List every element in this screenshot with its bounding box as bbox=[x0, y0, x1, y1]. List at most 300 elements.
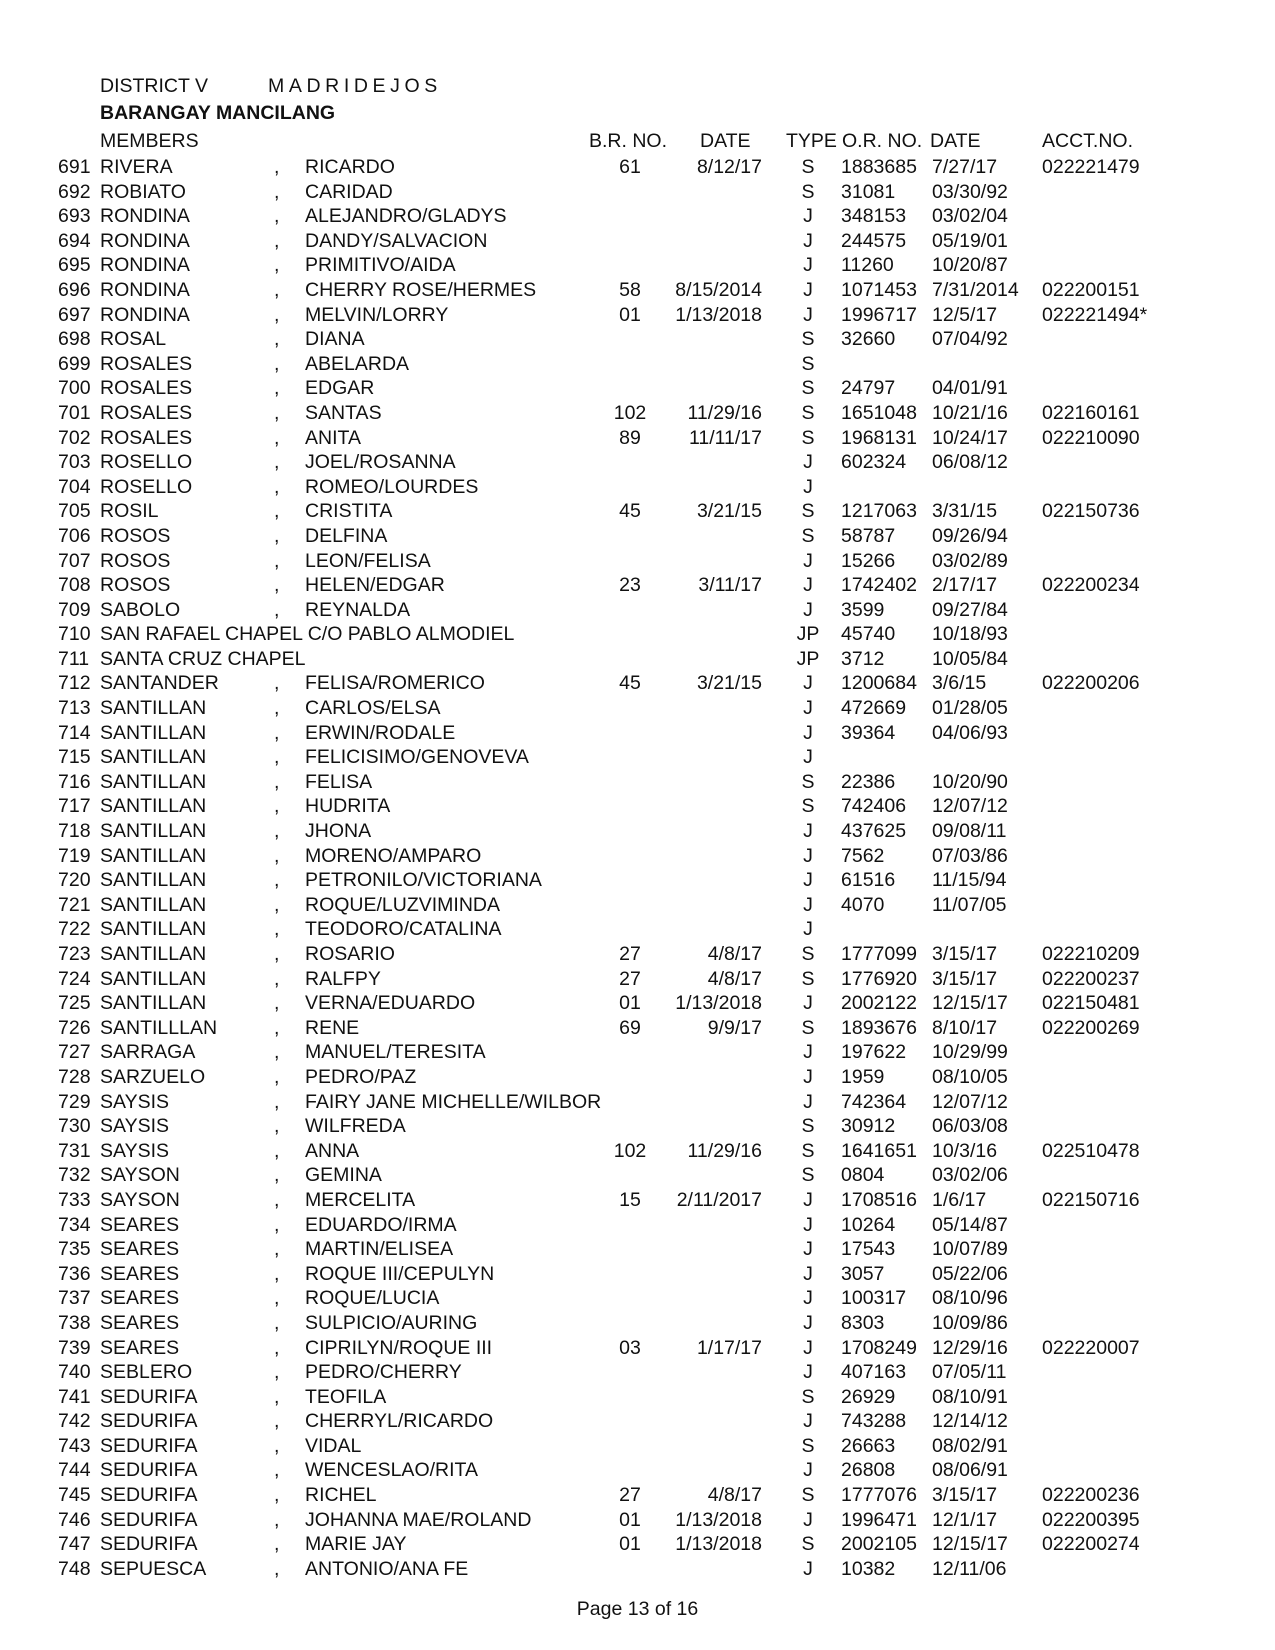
or-date: 10/20/90 bbox=[932, 770, 1008, 793]
membership-type: J bbox=[803, 1361, 813, 1384]
br-number: 45 bbox=[619, 672, 641, 695]
name-separator: , bbox=[274, 156, 280, 178]
membership-type: J bbox=[803, 1065, 813, 1088]
member-first-name: MELVIN/LORRY bbox=[305, 303, 449, 326]
member-last-name: SAN RAFAEL CHAPEL C/O PABLO ALMODIEL bbox=[100, 623, 515, 646]
member-last-name: SANTILLLAN bbox=[100, 1016, 218, 1039]
br-date: 1/17/17 bbox=[696, 1336, 762, 1359]
member-last-name: SANTILLAN bbox=[100, 893, 207, 916]
membership-type: J bbox=[803, 1213, 813, 1236]
or-number: 472669 bbox=[841, 697, 907, 720]
or-number: 1742402 bbox=[841, 574, 917, 597]
member-first-name: SULPICIO/AURING bbox=[305, 1311, 478, 1334]
or-number: 1893676 bbox=[841, 1016, 917, 1039]
or-date: 08/10/05 bbox=[932, 1065, 1008, 1088]
name-separator: , bbox=[274, 869, 280, 892]
table-row bbox=[0, 721, 1275, 746]
member-number: 738 bbox=[58, 1311, 91, 1334]
name-separator: , bbox=[274, 1533, 280, 1556]
member-number: 711 bbox=[58, 647, 90, 670]
table-row bbox=[0, 967, 1275, 992]
table-row bbox=[0, 647, 1275, 672]
name-separator: , bbox=[274, 1238, 280, 1261]
member-last-name: RONDINA bbox=[100, 205, 190, 228]
account-number: 022150481 bbox=[1042, 992, 1140, 1015]
account-number: 022200237 bbox=[1042, 967, 1140, 990]
member-first-name: ALEJANDRO/GLADYS bbox=[305, 205, 507, 228]
or-date: 3/15/17 bbox=[932, 1484, 998, 1507]
table-row bbox=[0, 1311, 1275, 1336]
br-number: 102 bbox=[613, 1139, 647, 1162]
table-row bbox=[0, 499, 1275, 524]
membership-type: S bbox=[801, 377, 815, 400]
name-separator: , bbox=[274, 328, 280, 351]
member-first-name: HUDRITA bbox=[305, 795, 391, 818]
or-date: 09/26/94 bbox=[932, 524, 1008, 547]
member-number: 699 bbox=[58, 352, 91, 375]
br-number: 102 bbox=[613, 401, 647, 424]
name-separator: , bbox=[274, 205, 280, 228]
br-number: 45 bbox=[619, 500, 641, 523]
table-row bbox=[0, 1409, 1275, 1434]
member-number: 715 bbox=[58, 746, 91, 769]
or-number: 2002122 bbox=[841, 992, 917, 1015]
member-first-name: EDUARDO/IRMA bbox=[305, 1213, 457, 1236]
or-date: 12/1/17 bbox=[932, 1508, 998, 1531]
name-separator: , bbox=[274, 1361, 280, 1384]
table-row bbox=[0, 598, 1275, 623]
member-first-name: PEDRO/PAZ bbox=[305, 1065, 417, 1088]
or-number: 1217063 bbox=[841, 500, 917, 523]
member-first-name: FAIRY JANE MICHELLE/WILBOR bbox=[305, 1090, 602, 1113]
member-first-name: DELFINA bbox=[305, 524, 388, 547]
table-row bbox=[0, 1360, 1275, 1385]
or-number: 1883685 bbox=[841, 156, 917, 178]
member-first-name: ROMEO/LOURDES bbox=[305, 475, 479, 498]
name-separator: , bbox=[274, 1287, 280, 1310]
member-number: 700 bbox=[58, 377, 91, 400]
member-first-name: MARTIN/ELISEA bbox=[305, 1238, 454, 1261]
or-number: 1968131 bbox=[841, 426, 917, 449]
account-number: 022220007 bbox=[1042, 1336, 1140, 1359]
name-separator: , bbox=[274, 574, 280, 597]
member-last-name: SARRAGA bbox=[100, 1041, 196, 1064]
member-last-name: ROSOS bbox=[100, 574, 171, 597]
table-row bbox=[0, 942, 1275, 967]
member-number: 709 bbox=[58, 598, 91, 621]
member-first-name: EDGAR bbox=[305, 377, 375, 400]
br-date: 3/11/17 bbox=[698, 574, 762, 597]
membership-type: JP bbox=[796, 623, 820, 646]
member-number: 740 bbox=[58, 1361, 91, 1384]
name-separator: , bbox=[274, 1016, 280, 1039]
br-date: 2/11/2017 bbox=[676, 1188, 762, 1211]
member-number: 716 bbox=[58, 770, 91, 793]
br-number: 01 bbox=[619, 303, 641, 326]
or-number: 1777099 bbox=[841, 943, 917, 965]
member-last-name: SANTILLAN bbox=[100, 795, 207, 818]
table-row bbox=[0, 1286, 1275, 1311]
or-number: 58787 bbox=[841, 524, 896, 547]
br-number: 15 bbox=[619, 1188, 641, 1211]
table-row bbox=[0, 893, 1275, 918]
membership-type: S bbox=[801, 967, 815, 990]
member-last-name: SANTILLAN bbox=[100, 746, 207, 769]
membership-type: S bbox=[801, 328, 815, 351]
br-number: 01 bbox=[619, 992, 641, 1015]
member-number: 704 bbox=[58, 475, 91, 498]
or-date: 12/15/17 bbox=[932, 992, 1008, 1015]
member-number: 745 bbox=[58, 1484, 91, 1507]
or-number: 437625 bbox=[841, 820, 907, 843]
or-number: 197622 bbox=[841, 1041, 907, 1064]
or-number: 742364 bbox=[841, 1090, 907, 1113]
member-number: 710 bbox=[58, 623, 91, 646]
member-last-name: SARZUELO bbox=[100, 1065, 206, 1088]
or-number: 26808 bbox=[841, 1459, 896, 1482]
or-date: 08/02/91 bbox=[932, 1434, 1008, 1457]
members-table bbox=[0, 155, 1275, 1581]
table-row bbox=[0, 180, 1275, 205]
or-date: 3/6/15 bbox=[932, 672, 987, 695]
member-first-name: TEODORO/CATALINA bbox=[305, 918, 502, 941]
or-number: 742406 bbox=[841, 795, 907, 818]
membership-type: S bbox=[801, 1115, 815, 1138]
or-number: 348153 bbox=[841, 205, 907, 228]
member-first-name: HELEN/EDGAR bbox=[305, 574, 445, 597]
member-last-name: ROSELLO bbox=[100, 451, 193, 474]
name-separator: , bbox=[274, 1115, 280, 1138]
member-first-name: JHONA bbox=[305, 820, 372, 843]
member-number: 735 bbox=[58, 1238, 91, 1261]
member-number: 734 bbox=[58, 1213, 91, 1236]
table-row bbox=[0, 450, 1275, 475]
or-date: 8/10/17 bbox=[932, 1016, 998, 1039]
account-number: 022200395 bbox=[1042, 1508, 1140, 1531]
or-number: 31081 bbox=[841, 180, 896, 203]
membership-type: J bbox=[803, 672, 813, 695]
or-date: 08/06/91 bbox=[932, 1459, 1008, 1482]
account-number: 022150716 bbox=[1042, 1188, 1140, 1211]
column-header-date: DATE bbox=[700, 130, 751, 152]
br-date: 8/12/17 bbox=[696, 156, 762, 178]
or-date: 09/27/84 bbox=[932, 598, 1008, 621]
name-separator: , bbox=[274, 967, 280, 990]
name-separator: , bbox=[274, 795, 280, 818]
member-number: 744 bbox=[58, 1459, 91, 1482]
name-separator: , bbox=[274, 426, 280, 449]
membership-type: J bbox=[803, 1262, 813, 1285]
account-number: 022200151 bbox=[1042, 278, 1140, 301]
member-last-name: RONDINA bbox=[100, 254, 190, 277]
member-number: 727 bbox=[58, 1041, 91, 1064]
name-separator: , bbox=[274, 1164, 280, 1187]
name-separator: , bbox=[274, 746, 280, 769]
member-last-name: SEDURIFA bbox=[100, 1410, 198, 1433]
or-date: 12/29/16 bbox=[932, 1336, 1008, 1359]
br-date: 11/11/17 bbox=[688, 426, 762, 449]
or-date: 08/10/91 bbox=[932, 1385, 1008, 1408]
or-date: 2/17/17 bbox=[932, 574, 998, 597]
member-last-name: SEBLERO bbox=[100, 1361, 193, 1384]
member-number: 739 bbox=[58, 1336, 91, 1359]
table-row bbox=[0, 401, 1275, 426]
membership-type: S bbox=[801, 156, 815, 178]
or-date: 10/29/99 bbox=[932, 1041, 1008, 1064]
table-row bbox=[0, 622, 1275, 647]
member-first-name: JOHANNA MAE/ROLAND bbox=[305, 1508, 532, 1531]
table-row bbox=[0, 303, 1275, 328]
member-number: 733 bbox=[58, 1188, 91, 1211]
member-first-name: CIPRILYN/ROQUE III bbox=[305, 1336, 493, 1359]
membership-type: J bbox=[803, 1287, 813, 1310]
membership-type: JP bbox=[796, 647, 820, 670]
district-label: DISTRICT V bbox=[100, 75, 208, 97]
or-number: 1996717 bbox=[841, 303, 917, 326]
or-number: 602324 bbox=[841, 451, 907, 474]
br-number: 61 bbox=[619, 156, 641, 178]
member-last-name: SANTILLAN bbox=[100, 770, 207, 793]
membership-type: J bbox=[803, 303, 813, 326]
name-separator: , bbox=[274, 1459, 280, 1482]
member-first-name: MORENO/AMPARO bbox=[305, 844, 482, 867]
membership-type: J bbox=[803, 254, 813, 277]
or-date: 10/05/84 bbox=[932, 647, 1008, 670]
table-row bbox=[0, 475, 1275, 500]
member-number: 747 bbox=[58, 1533, 91, 1556]
br-date: 1/13/2018 bbox=[675, 1508, 762, 1531]
member-last-name: ROSALES bbox=[100, 377, 193, 400]
br-number: 27 bbox=[619, 1484, 641, 1507]
member-last-name: SEARES bbox=[100, 1213, 180, 1236]
member-first-name: CARLOS/ELSA bbox=[305, 697, 441, 720]
table-row bbox=[0, 1188, 1275, 1213]
member-last-name: SANTANDER bbox=[100, 672, 219, 695]
membership-type: J bbox=[803, 869, 813, 892]
or-number: 17543 bbox=[841, 1238, 896, 1261]
or-date: 03/02/89 bbox=[932, 549, 1008, 572]
name-separator: , bbox=[274, 697, 280, 720]
column-header-br-no: B.R. NO. bbox=[589, 130, 668, 152]
member-first-name: ABELARDA bbox=[305, 352, 410, 375]
account-number: 022200269 bbox=[1042, 1016, 1140, 1039]
br-number: 58 bbox=[619, 278, 641, 301]
or-number: 45740 bbox=[841, 623, 896, 646]
member-number: 721 bbox=[58, 893, 91, 916]
account-number: 022200234 bbox=[1042, 574, 1140, 597]
member-last-name: SAYSIS bbox=[100, 1090, 170, 1113]
or-date: 10/07/89 bbox=[932, 1238, 1008, 1261]
br-date: 3/21/15 bbox=[696, 500, 762, 523]
member-last-name: ROSOS bbox=[100, 524, 171, 547]
member-last-name: SEARES bbox=[100, 1262, 180, 1285]
name-separator: , bbox=[274, 598, 280, 621]
or-number: 1641651 bbox=[841, 1139, 917, 1162]
member-number: 695 bbox=[58, 254, 91, 277]
name-separator: , bbox=[274, 1410, 280, 1433]
or-date: 3/15/17 bbox=[932, 943, 998, 965]
table-row bbox=[0, 352, 1275, 377]
account-number: 022200206 bbox=[1042, 672, 1140, 695]
member-number: 736 bbox=[58, 1262, 91, 1285]
member-first-name: RICARDO bbox=[305, 156, 395, 178]
name-separator: , bbox=[274, 1434, 280, 1457]
member-number: 714 bbox=[58, 721, 91, 744]
membership-type: J bbox=[803, 1459, 813, 1482]
or-date: 05/22/06 bbox=[932, 1262, 1008, 1285]
membership-type: S bbox=[801, 180, 815, 203]
member-number: 728 bbox=[58, 1065, 91, 1088]
table-row bbox=[0, 696, 1275, 721]
member-number: 722 bbox=[58, 918, 91, 941]
membership-type: J bbox=[803, 746, 813, 769]
member-number: 708 bbox=[58, 574, 91, 597]
table-row bbox=[0, 253, 1275, 278]
member-first-name: ROQUE/LUCIA bbox=[305, 1287, 440, 1310]
table-row bbox=[0, 1163, 1275, 1188]
member-first-name: JOEL/ROSANNA bbox=[305, 451, 456, 474]
member-first-name: GEMINA bbox=[305, 1164, 382, 1187]
br-number: 27 bbox=[619, 943, 641, 965]
br-number: 27 bbox=[619, 967, 641, 990]
name-separator: , bbox=[274, 500, 280, 523]
member-number: 701 bbox=[58, 401, 91, 424]
member-first-name: LEON/FELISA bbox=[305, 549, 431, 572]
membership-type: S bbox=[801, 352, 815, 375]
or-number: 3057 bbox=[841, 1262, 885, 1285]
member-number: 724 bbox=[58, 967, 91, 990]
or-date: 12/11/06 bbox=[932, 1557, 1007, 1580]
membership-type: S bbox=[801, 1139, 815, 1162]
or-date: 3/15/17 bbox=[932, 967, 998, 990]
or-date: 10/18/93 bbox=[932, 623, 1008, 646]
membership-type: S bbox=[801, 1164, 815, 1187]
name-separator: , bbox=[274, 1213, 280, 1236]
member-first-name: ANITA bbox=[305, 426, 361, 449]
table-row bbox=[0, 1237, 1275, 1262]
member-number: 691 bbox=[58, 156, 91, 178]
member-number: 746 bbox=[58, 1508, 91, 1531]
membership-type: J bbox=[803, 918, 813, 941]
member-number: 693 bbox=[58, 205, 91, 228]
member-first-name: CARIDAD bbox=[305, 180, 393, 203]
membership-type: S bbox=[801, 401, 815, 424]
member-number: 723 bbox=[58, 943, 91, 965]
or-date: 05/19/01 bbox=[932, 229, 1008, 252]
or-date: 12/5/17 bbox=[932, 303, 998, 326]
table-row bbox=[0, 844, 1275, 869]
member-last-name: ROSALES bbox=[100, 426, 193, 449]
member-first-name: FELISA/ROMERICO bbox=[305, 672, 485, 695]
or-date: 3/31/15 bbox=[932, 500, 998, 523]
br-date: 4/8/17 bbox=[707, 943, 762, 965]
table-row bbox=[0, 1508, 1275, 1533]
or-date: 06/08/12 bbox=[932, 451, 1008, 474]
member-last-name: SEDURIFA bbox=[100, 1508, 198, 1531]
or-number: 32660 bbox=[841, 328, 896, 351]
name-separator: , bbox=[274, 549, 280, 572]
br-date: 11/29/16 bbox=[687, 1139, 762, 1162]
member-number: 725 bbox=[58, 992, 91, 1015]
table-row bbox=[0, 1385, 1275, 1410]
table-row bbox=[0, 1016, 1275, 1041]
or-date: 01/28/05 bbox=[932, 697, 1008, 720]
membership-type: J bbox=[803, 549, 813, 572]
member-first-name: FELICISIMO/GENOVEVA bbox=[305, 746, 529, 769]
br-date: 1/13/2018 bbox=[675, 1533, 762, 1556]
table-row bbox=[0, 426, 1275, 451]
member-number: 694 bbox=[58, 229, 91, 252]
membership-type: J bbox=[803, 1336, 813, 1359]
table-row bbox=[0, 278, 1275, 303]
br-date: 4/8/17 bbox=[707, 1484, 762, 1507]
member-last-name: SANTILLAN bbox=[100, 844, 207, 867]
membership-type: S bbox=[801, 943, 815, 965]
membership-type: J bbox=[803, 278, 813, 301]
table-row bbox=[0, 1090, 1275, 1115]
or-number: 61516 bbox=[841, 869, 896, 892]
table-row bbox=[0, 1336, 1275, 1361]
member-number: 703 bbox=[58, 451, 91, 474]
membership-type: J bbox=[803, 992, 813, 1015]
or-number: 15266 bbox=[841, 549, 896, 572]
member-number: 713 bbox=[58, 697, 91, 720]
member-number: 692 bbox=[58, 180, 91, 203]
member-number: 729 bbox=[58, 1090, 91, 1113]
member-number: 730 bbox=[58, 1115, 91, 1138]
or-number: 1776920 bbox=[841, 967, 917, 990]
member-number: 743 bbox=[58, 1434, 91, 1457]
or-date: 10/09/86 bbox=[932, 1311, 1008, 1334]
br-number: 01 bbox=[619, 1508, 641, 1531]
table-row bbox=[0, 573, 1275, 598]
member-number: 707 bbox=[58, 549, 91, 572]
membership-type: S bbox=[801, 1016, 815, 1039]
member-first-name: FELISA bbox=[305, 770, 373, 793]
member-first-name: CHERRYL/RICARDO bbox=[305, 1410, 494, 1433]
name-separator: , bbox=[274, 377, 280, 400]
table-row bbox=[0, 204, 1275, 229]
or-date: 7/27/17 bbox=[932, 156, 998, 178]
or-date: 7/31/2014 bbox=[932, 278, 1019, 301]
member-last-name: RIVERA bbox=[100, 156, 173, 178]
table-row bbox=[0, 524, 1275, 549]
or-number: 1651048 bbox=[841, 401, 917, 424]
member-first-name: TEOFILA bbox=[305, 1385, 387, 1408]
member-number: 696 bbox=[58, 278, 91, 301]
or-date: 12/07/12 bbox=[932, 795, 1008, 818]
member-first-name: RICHEL bbox=[305, 1484, 377, 1507]
or-date: 04/06/93 bbox=[932, 721, 1008, 744]
name-separator: , bbox=[274, 1041, 280, 1064]
membership-type: J bbox=[803, 1188, 813, 1211]
membership-type: J bbox=[803, 1041, 813, 1064]
table-row bbox=[0, 327, 1275, 352]
br-date: 3/21/15 bbox=[696, 672, 762, 695]
membership-type: J bbox=[803, 721, 813, 744]
member-number: 748 bbox=[58, 1557, 91, 1580]
member-last-name: ROBIATO bbox=[100, 180, 186, 203]
member-last-name: SANTILLAN bbox=[100, 967, 207, 990]
membership-type: J bbox=[803, 1557, 813, 1580]
name-separator: , bbox=[274, 844, 280, 867]
name-separator: , bbox=[274, 303, 280, 326]
membership-type: J bbox=[803, 598, 813, 621]
br-date: 1/13/2018 bbox=[675, 992, 762, 1015]
br-number: 01 bbox=[619, 1533, 641, 1556]
table-row bbox=[0, 794, 1275, 819]
or-date: 10/24/17 bbox=[932, 426, 1008, 449]
